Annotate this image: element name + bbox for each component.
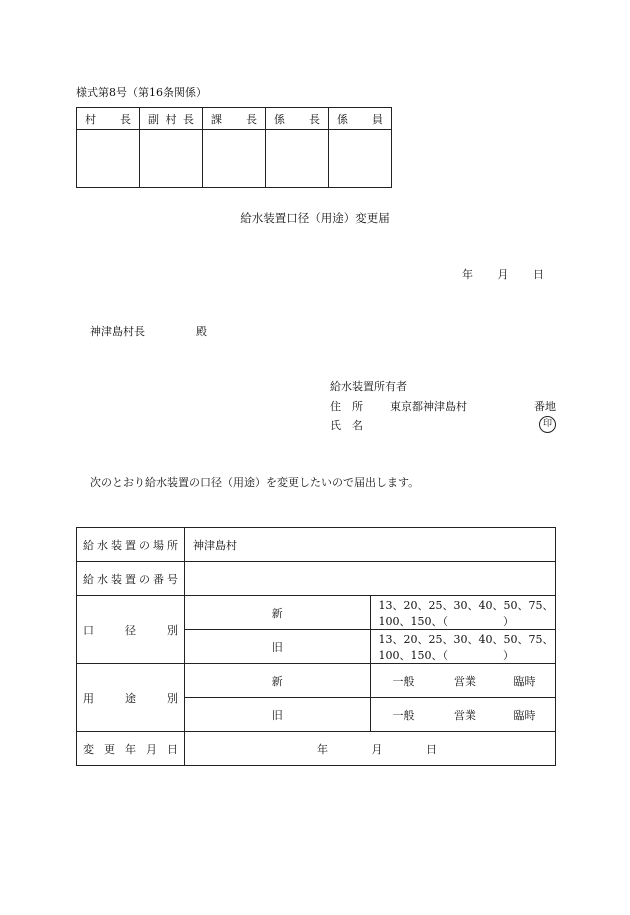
change-date-label: 変 更 年 月 日 [83,742,178,756]
form-number: 様式第8号（第16条関係） [76,86,207,99]
document-title: 給水装置口径（用途）変更届 [240,211,390,225]
address-suffix: 番地 [534,400,556,413]
approval-header-subsection-chief [266,108,329,130]
usage-new-options[interactable] [370,664,556,698]
approval-header-1: 副 村 長 [148,112,194,126]
usage-old-general[interactable]: 一般 [392,708,415,722]
location-value[interactable]: 神津島村 [185,528,556,562]
name-label: 氏 名 [330,419,363,432]
diameter-old-options[interactable]: 13、20、25、30、40、50、75、100、150、（ ） [370,630,556,664]
honorific: 殿 [196,325,207,338]
usage-old-options[interactable] [370,698,556,732]
approval-header-deputy-head [140,108,203,130]
addressee: 神津島村長 [90,325,145,338]
date-month: 月 [497,268,509,281]
owner-label: 給水装置所有者 [330,380,407,393]
usage-old-temporary[interactable]: 臨時 [513,708,536,722]
change-date-value[interactable] [185,732,556,766]
usage-label-cell [77,664,185,732]
number-value[interactable] [185,562,556,596]
approval-header-4: 係 員 [337,112,383,126]
stamp-box-deputy-head[interactable] [140,130,203,188]
diameter-label: 口 径 別 [83,623,178,637]
approval-header-section-chief [203,108,266,130]
date-year: 年 [462,268,473,281]
number-label-cell [77,562,185,596]
approval-header-2: 課 長 [211,112,257,126]
stamp-box-village-head[interactable] [77,130,140,188]
diameter-old-label: 旧 [185,630,371,664]
statement: 次のとおり給水装置の口径（用途）を変更したいので届出します。 [90,476,420,489]
usage-new-general[interactable]: 一般 [392,674,415,688]
detail-table [76,527,556,766]
diameter-new-label: 新 [185,596,371,630]
date-day: 日 [533,268,544,281]
owner-address-row[interactable] [330,398,556,414]
approval-header-staff [329,108,392,130]
address-value: 東京都神津島村 [390,400,467,413]
number-label: 給 水 装 置 の 番 号 [83,572,178,586]
change-date-month: 月 [371,742,383,756]
stamp-box-subsection-chief[interactable] [266,130,329,188]
change-date-day: 日 [426,742,437,756]
usage-new-business[interactable]: 営業 [454,674,476,688]
usage-old-label: 旧 [185,698,371,732]
usage-new-temporary[interactable]: 臨時 [513,674,536,688]
change-date-year: 年 [317,742,328,756]
approval-header-3: 係 長 [274,112,320,126]
diameter-label-cell [77,596,185,664]
usage-new-label: 新 [185,664,371,698]
stamp-box-staff[interactable] [329,130,392,188]
location-label-cell [77,528,185,562]
location-label: 給 水 装 置 の 場 所 [83,538,178,552]
owner-name-row[interactable] [330,417,556,433]
seal-icon: 印 [539,416,556,433]
diameter-new-options[interactable]: 13、20、25、30、40、50、75、100、150、（ ） [370,596,556,630]
approval-stamp-table [76,107,392,188]
stamp-box-section-chief[interactable] [203,130,266,188]
approval-header-village-head [77,108,140,130]
usage-old-business[interactable]: 営業 [454,708,476,722]
approval-header-0: 村 長 [85,112,131,126]
usage-label: 用 途 別 [83,691,178,705]
submission-date[interactable] [462,266,544,282]
change-date-label-cell [77,732,185,766]
address-label: 住 所 [330,400,363,413]
